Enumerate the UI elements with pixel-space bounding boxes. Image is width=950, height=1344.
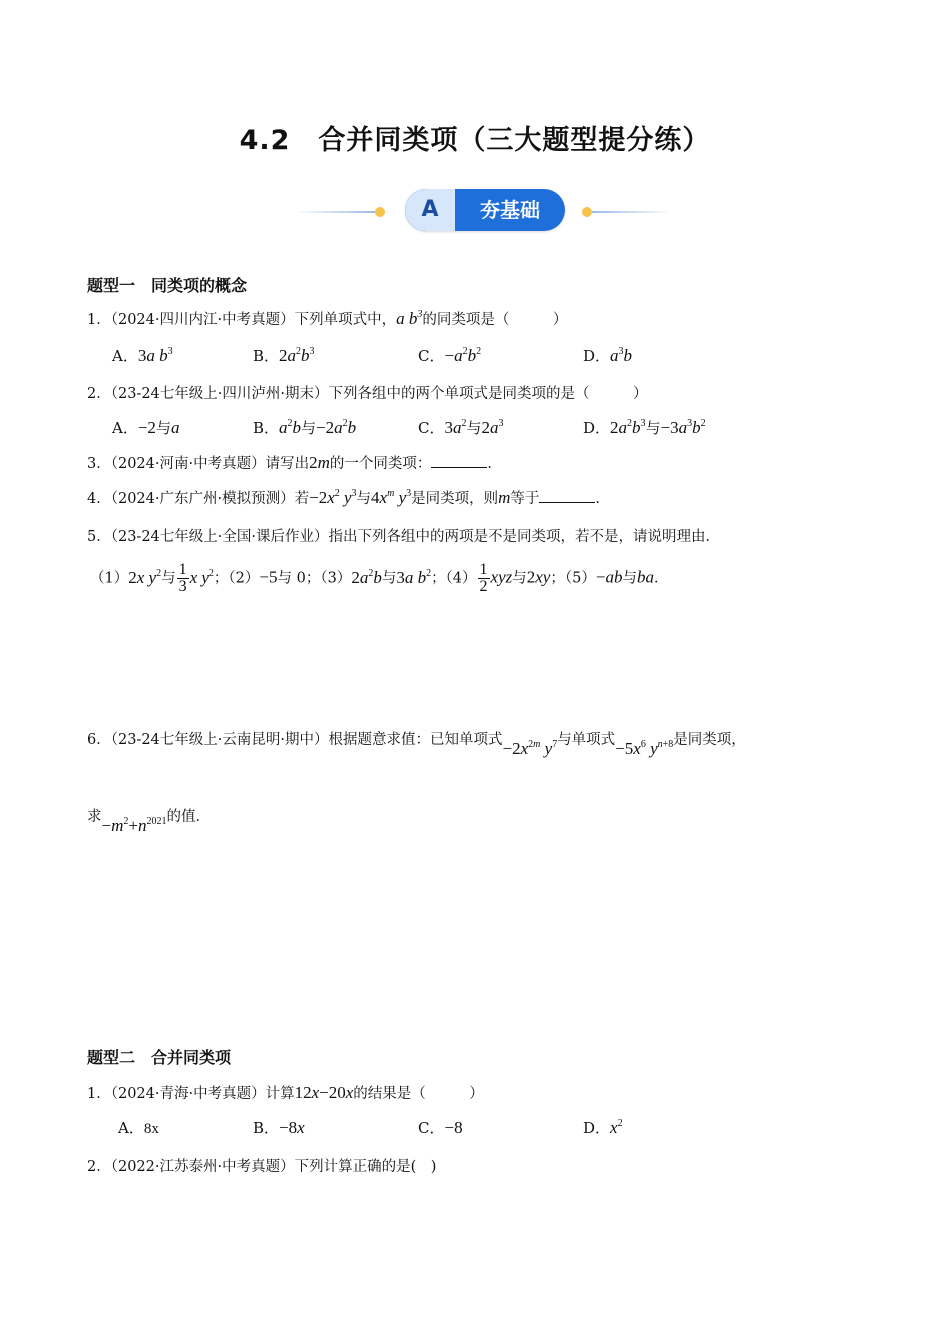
badge-text: 夯基础 [480, 198, 540, 222]
question-1-4: 4．（2024·广东广州·模拟预测）若$-2x^2$ $y^3$与$4x^m$ $y^3$是同类项，则m等于 ． [87, 488, 610, 507]
option-c: C．$-a^2b^2$ [418, 346, 482, 365]
badge-letter: A [405, 189, 455, 231]
question-1-2: 2．（23-24七年级上·四川泸州·期末）下列各组中的两个单项式是同类项的是（ ） [87, 386, 648, 402]
question-1-5: 5．（23-24七年级上·全国·课后作业）指出下列各组中的两项是不是同类项，若不是，请说明理由． [87, 529, 720, 545]
question-source: （2024·四川内江·中考真题）下列单项式中， [110, 312, 397, 328]
question-tail: 的同类项是（ ） [422, 312, 568, 328]
question-1-1 [87, 308, 567, 329]
option-d: D．$x^2$ [583, 1118, 623, 1137]
question-number: 1． [87, 312, 111, 328]
section-heading-2: 题型二 合并同类项 [87, 1048, 232, 1067]
badge-dot-right [582, 207, 592, 217]
level-badge [405, 189, 565, 231]
option-d: D．$2a^2b^3$与$-3a^3b^2$ [583, 418, 706, 437]
question-1-5-parts: （1）2x $y^2$与 $\frac{1}{3}$ x $y^2$；（2）−5与 0；$(3)2a^2b$与3a $b^2$；（4） $\frac{1}{2}$ xyz与2xy；（5）−ab与ba． [90, 561, 669, 595]
option-c: C．−8 [418, 1118, 463, 1137]
answer-blank[interactable] [431, 453, 487, 468]
option-b: B．$a^2b$与$-2a^2b$ [253, 418, 357, 437]
question-1-6: 6．（23-24七年级上·云南昆明·期中）根据题意求值：已知单项式$-2x^{2m}$ $y^7$与单项式$-5x^6$ $y^{n+8}$是同类项， [87, 732, 746, 758]
badge-line-right [592, 211, 672, 213]
option-a: A．3a $b^3$ [112, 346, 173, 365]
option-a: A．8x [118, 1119, 159, 1137]
option-a: A．−2与a [112, 418, 180, 437]
option-d: D．$a^3b$ [583, 346, 633, 365]
answer-blank[interactable] [539, 488, 595, 503]
badge-line-left [295, 211, 375, 213]
math-expression: a $b^3$ [396, 309, 423, 328]
option-c: C．$3a^2$与$2a^3$ [418, 418, 504, 437]
section-heading-1: 题型一 同类项的概念 [87, 276, 248, 295]
page-title: 4.2 合并同类项（三大题型提分练） [239, 125, 711, 156]
question-2-1: 1．（2024·青海·中考真题）计算12x−20x的结果是（ ） [87, 1083, 484, 1102]
question-2-2: 2．（2022·江苏泰州·中考真题）下列计算正确的是( ) [87, 1159, 437, 1175]
question-1-6-line2: 求$-m^2+n^{2021}$的值． [87, 809, 210, 835]
option-b: B．$2a^2b^3$ [253, 346, 315, 365]
badge-dot-left [375, 207, 385, 217]
option-b: B．−8x [253, 1118, 305, 1137]
question-1-3: 3．（2024·河南·中考真题）请写出2m的一个同类项： ． [87, 453, 502, 472]
